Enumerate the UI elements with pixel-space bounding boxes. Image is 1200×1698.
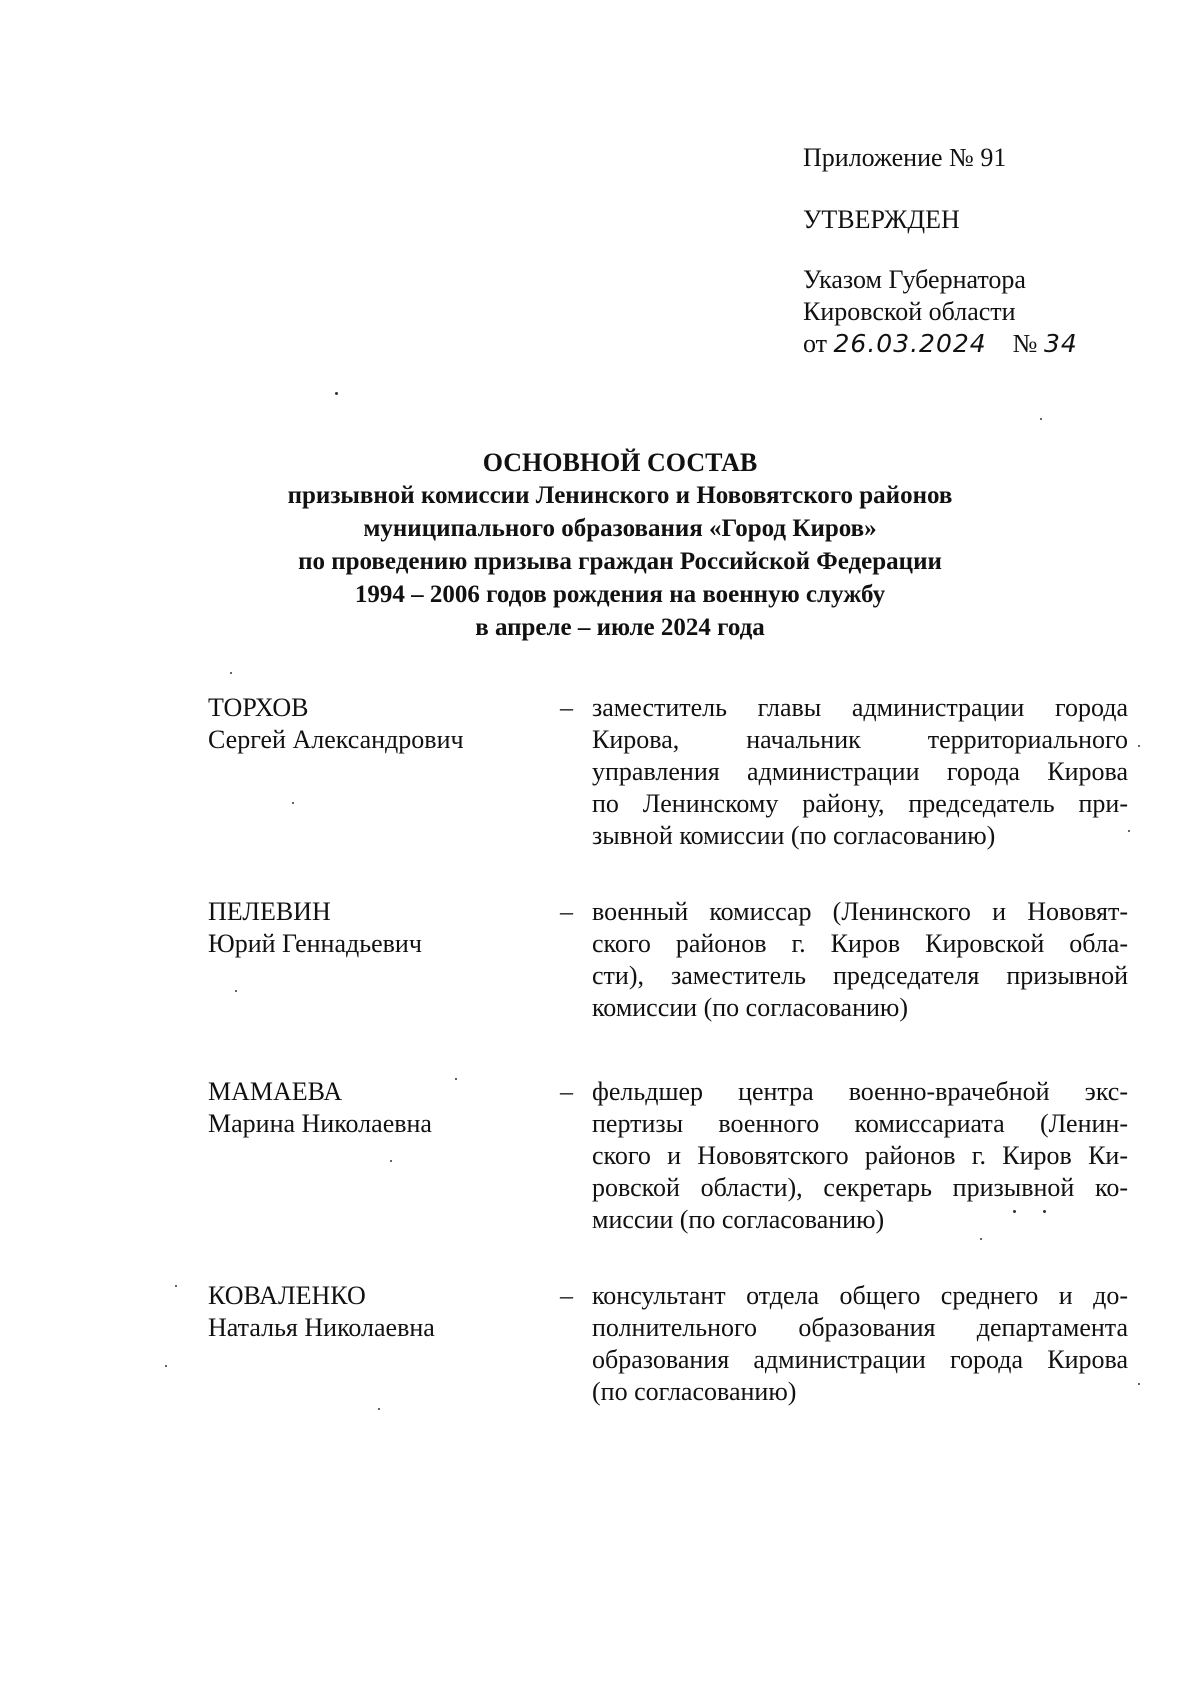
description-line: (по согласованию) <box>592 1377 797 1406</box>
description-line: фельдшер центра военно-врачебной экс- <box>592 1077 1128 1106</box>
decree-line-2: Кировской области <box>803 297 1016 326</box>
member-description <box>592 692 1128 852</box>
description-line: консультант отдела общего среднего и до- <box>592 1281 1128 1310</box>
scan-speck <box>390 1160 392 1162</box>
member-given-name: Сергей Александрович <box>208 725 464 754</box>
member-dash: – <box>560 897 573 926</box>
scan-speck <box>1128 830 1130 832</box>
heading-line-1: призывной комиссии Ленинского и Нововятского районов <box>287 482 953 509</box>
description-line: военный комиссар (Ленинского и Нововят- <box>592 897 1128 926</box>
description-line: заместитель главы администрации города <box>592 693 1128 722</box>
description-line: миссии (по согласованию) <box>592 1205 885 1234</box>
scan-speck <box>165 1365 167 1367</box>
scan-speck <box>292 802 294 804</box>
member-name <box>208 1076 548 1140</box>
description-line: управления администрации города Кирова <box>592 757 1128 786</box>
scan-speck <box>1013 1210 1016 1213</box>
approval-block <box>803 142 1163 360</box>
description-line: Кирова, начальник территориального <box>592 725 1128 754</box>
heading-line-5: в апреле – июле 2024 года <box>475 614 765 641</box>
scan-speck <box>378 1408 380 1410</box>
description-line: комиссии (по согласованию) <box>592 993 908 1022</box>
member-description <box>592 1076 1128 1236</box>
scan-speck <box>1043 1210 1046 1213</box>
description-line: пертизы военного комиссариата (Ленин- <box>592 1109 1128 1138</box>
description-line: зывной комиссии (по согласованию) <box>592 821 996 850</box>
member-name <box>208 1280 548 1344</box>
member-description <box>592 1280 1128 1408</box>
member-given-name: Наталья Николаевна <box>208 1313 435 1342</box>
scan-speck <box>335 392 338 395</box>
handwritten-date: 26.03.2024 <box>833 329 987 358</box>
handwritten-number: 34 <box>1043 329 1078 358</box>
document-heading <box>180 446 1060 644</box>
scan-speck <box>235 990 237 992</box>
description-line: ровской области), секретарь призывной ко- <box>592 1173 1128 1202</box>
member-given-name: Юрий Геннадьевич <box>208 929 422 958</box>
scan-speck <box>1138 1383 1140 1385</box>
scan-speck <box>230 672 232 674</box>
description-line: ского районов г. Киров Кировской обла- <box>592 929 1128 958</box>
scan-speck <box>1138 745 1140 747</box>
heading-line-3: по проведению призыва граждан Российской Федерации <box>298 548 942 575</box>
member-surname: ПЕЛЕВИН <box>208 897 331 926</box>
member-name <box>208 692 548 756</box>
number-prefix: № <box>1012 329 1038 358</box>
scan-speck <box>455 1078 457 1080</box>
decree-line-1: Указом Губернатора <box>803 265 1026 294</box>
member-surname: МАМАЕВА <box>208 1077 343 1106</box>
description-line: полнительного образования департамента <box>592 1313 1128 1342</box>
description-line: сти), заместитель председателя призывной <box>592 961 1128 990</box>
member-name <box>208 896 548 960</box>
decree-date-line <box>803 328 1163 360</box>
description-line: по Ленинскому району, председатель при- <box>592 789 1128 818</box>
member-dash: – <box>560 693 573 722</box>
heading-line-4: 1994 – 2006 годов рождения на военную службу <box>354 581 886 608</box>
approved-label: УТВЕРЖДЕН <box>803 205 960 234</box>
description-line: ского и Нововятского районов г. Киров Ки- <box>592 1141 1128 1170</box>
member-given-name: Марина Николаевна <box>208 1109 432 1138</box>
member-surname: ТОРХОВ <box>208 693 309 722</box>
appendix-label: Приложение № 91 <box>803 143 1007 172</box>
member-dash: – <box>560 1281 573 1310</box>
scan-speck <box>980 1238 982 1240</box>
description-line: образования администрации города Кирова <box>592 1345 1128 1374</box>
member-dash: – <box>560 1077 573 1106</box>
scan-speck <box>1040 418 1042 420</box>
member-surname: КОВАЛЕНКО <box>208 1281 366 1310</box>
heading-line-2: муниципального образования «Город Киров» <box>363 515 877 542</box>
scan-speck <box>175 1285 177 1287</box>
document-title: ОСНОВНОЙ СОСТАВ <box>482 448 758 477</box>
date-prefix: от <box>803 329 828 358</box>
member-description <box>592 896 1128 1024</box>
